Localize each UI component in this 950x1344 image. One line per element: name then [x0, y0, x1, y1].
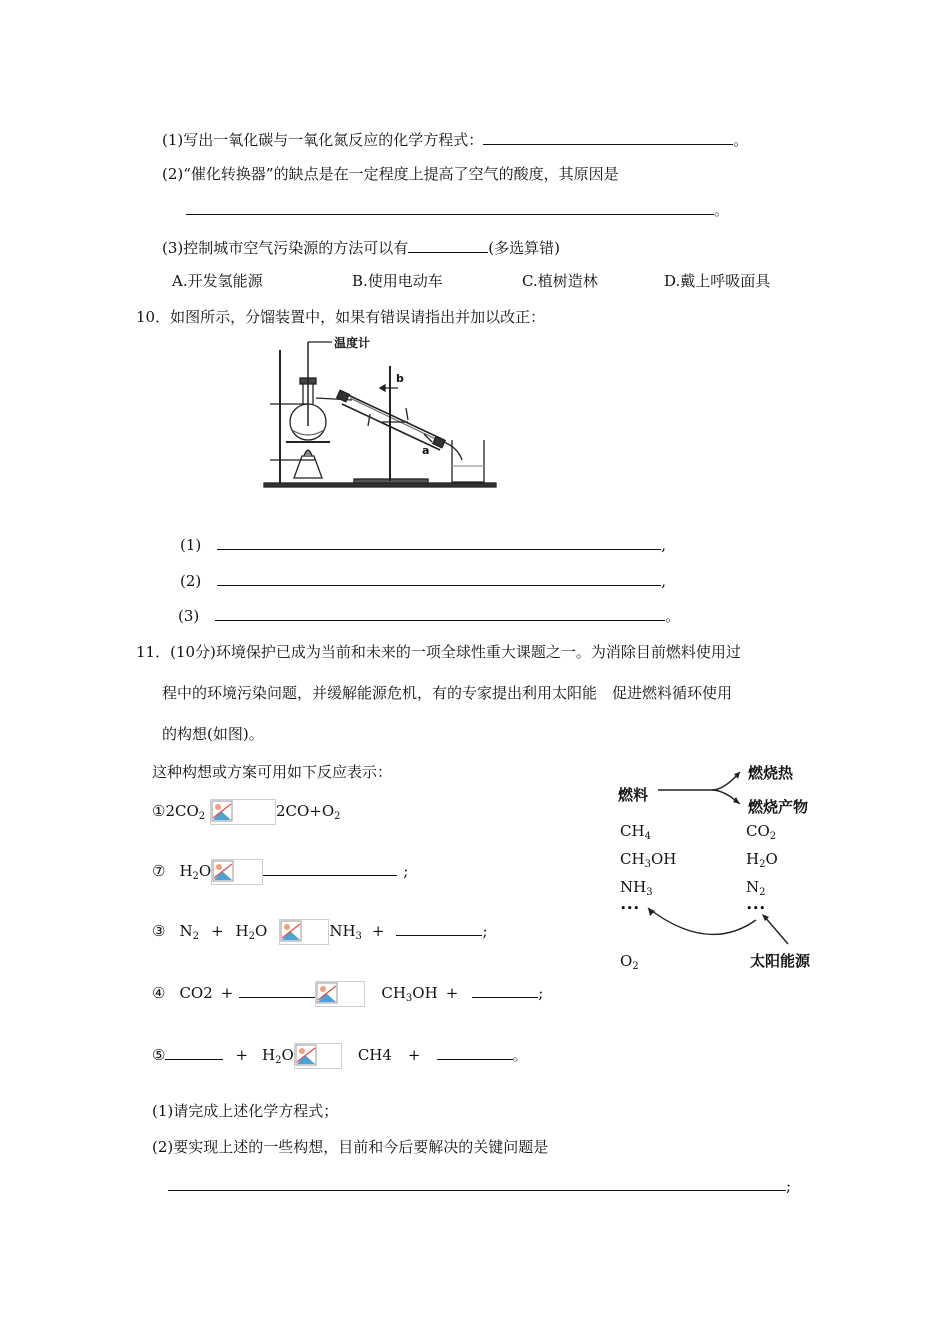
product-item-dots: •••	[746, 902, 766, 915]
q10-title: 10．如图所示，分馏装置中，如果有错误请指出并加以改正：	[136, 308, 546, 326]
equation-4-blank-2[interactable]	[472, 982, 538, 998]
condenser	[346, 394, 444, 440]
solar-energy-label: 太阳能源	[750, 952, 811, 970]
receiving-beaker	[452, 440, 484, 482]
broken-image-icon	[211, 800, 233, 822]
equation-2: ⑦ $H_2O$ ;	[152, 858, 408, 890]
label-b: b	[396, 372, 404, 385]
q10-answer-3: (3) 。	[178, 607, 681, 625]
q9-option-c: C.植树造林	[522, 272, 598, 290]
distillation-apparatus-figure	[258, 336, 502, 492]
fuel-item-ch4: $CH_4$	[620, 822, 651, 842]
equation-4-image-placeholder	[315, 981, 365, 1007]
broken-image-icon	[316, 982, 338, 1004]
product-item-co2: $CO_2$	[746, 822, 777, 842]
broken-image-icon	[212, 860, 234, 882]
q10-answer-2: (2) ,	[180, 572, 667, 590]
q9-option-a: A.开发氢能源	[172, 272, 263, 290]
q9-part2: (2)“催化转换器”的缺点是在一定程度上提高了空气的酸度，其原因是	[162, 165, 619, 183]
oxygen-label: $O_2$	[620, 952, 639, 972]
arrow-from-solar	[764, 916, 788, 944]
fuel-cycle-figure	[612, 758, 822, 978]
broken-image-icon	[280, 920, 302, 942]
equation-3-image-placeholder	[279, 919, 329, 945]
arrow-to-o2	[648, 908, 756, 934]
alcohol-lamp	[294, 456, 322, 478]
equation-5-blank-2[interactable]	[437, 1044, 513, 1060]
equation-2-image-placeholder	[211, 859, 263, 885]
q9-option-d: D.戴上呼吸面具	[664, 272, 771, 290]
q11-sub2: (2)要实现上述的一些构想，目前和今后要解决的关键问题是	[152, 1138, 549, 1156]
q11-line3: 的构想(如图)。	[162, 725, 264, 743]
q10-answer-1-blank[interactable]	[217, 534, 661, 550]
fuel-label: 燃料	[618, 786, 649, 804]
equation-1-image-placeholder	[210, 799, 276, 825]
q9-part3-answer-blank[interactable]	[408, 237, 488, 253]
equation-4: ④ CO2 + $CH_3OH$ + ;	[152, 980, 543, 1012]
q9-part1-answer-blank[interactable]	[483, 129, 733, 145]
equation-2-blank[interactable]	[263, 860, 397, 876]
equation-5-image-placeholder	[294, 1043, 342, 1069]
q11-sub2-answer-blank[interactable]	[168, 1175, 786, 1191]
q10-answer-1: (1) ,	[180, 536, 667, 554]
equation-3-blank[interactable]	[396, 920, 482, 936]
q9-part1: (1)写出一氧化碳与一氧化氮反应的化学方程式： 。	[162, 131, 749, 149]
broken-image-icon	[295, 1044, 317, 1066]
equation-5-blank-1[interactable]	[165, 1044, 223, 1060]
q10-answer-2-blank[interactable]	[217, 570, 661, 586]
q11-sub1: (1)请完成上述化学方程式；	[152, 1102, 339, 1120]
combustion-products-label: 燃烧产物	[748, 798, 809, 816]
q11-intro: 这种构想或方案可用如下反应表示：	[152, 763, 393, 781]
equation-4-blank-1[interactable]	[239, 982, 315, 998]
product-item-h2o: $H_2O$	[746, 850, 778, 870]
fuel-item-dots: •••	[620, 902, 640, 915]
q9-part2-answer-blank[interactable]	[186, 199, 714, 215]
q10-answer-3-blank[interactable]	[215, 605, 665, 621]
equation-3: ③ $N_2 + H_2O$ $NH_3$ + ;	[152, 918, 488, 950]
product-item-n2: $N_2$	[746, 878, 766, 898]
q9-option-b: B.使用电动车	[352, 272, 443, 290]
fuel-item-nh3: $NH_3$	[620, 878, 653, 898]
q9-part2-answer: 。	[186, 199, 729, 220]
thermometer-label: 温度计	[334, 336, 371, 350]
fuel-item-ch3oh: $CH_3OH$	[620, 850, 677, 870]
q11-line2: 程中的环境污染问题，并缓解能源危机，有的专家提出利用太阳能 促进燃料循环使用	[162, 684, 733, 702]
equation-1: $①2CO_2$ $2CO+O_2$	[152, 798, 341, 830]
q11-sub2-answer: ;	[168, 1175, 791, 1196]
label-a: a	[422, 444, 430, 457]
equation-5: ⑤ + $H_2O$ CH4 + 。	[152, 1042, 528, 1074]
arrow-to-heat	[658, 772, 740, 790]
q9-part3: (3)控制城市空气污染源的方法可以有 (多选算错)	[162, 239, 560, 257]
combustion-heat-label: 燃烧热	[748, 764, 794, 782]
q11-line1: 11．(10分)环境保护已成为当前和未来的一项全球性重大课题之一。为消除目前燃料使用过	[136, 643, 741, 661]
